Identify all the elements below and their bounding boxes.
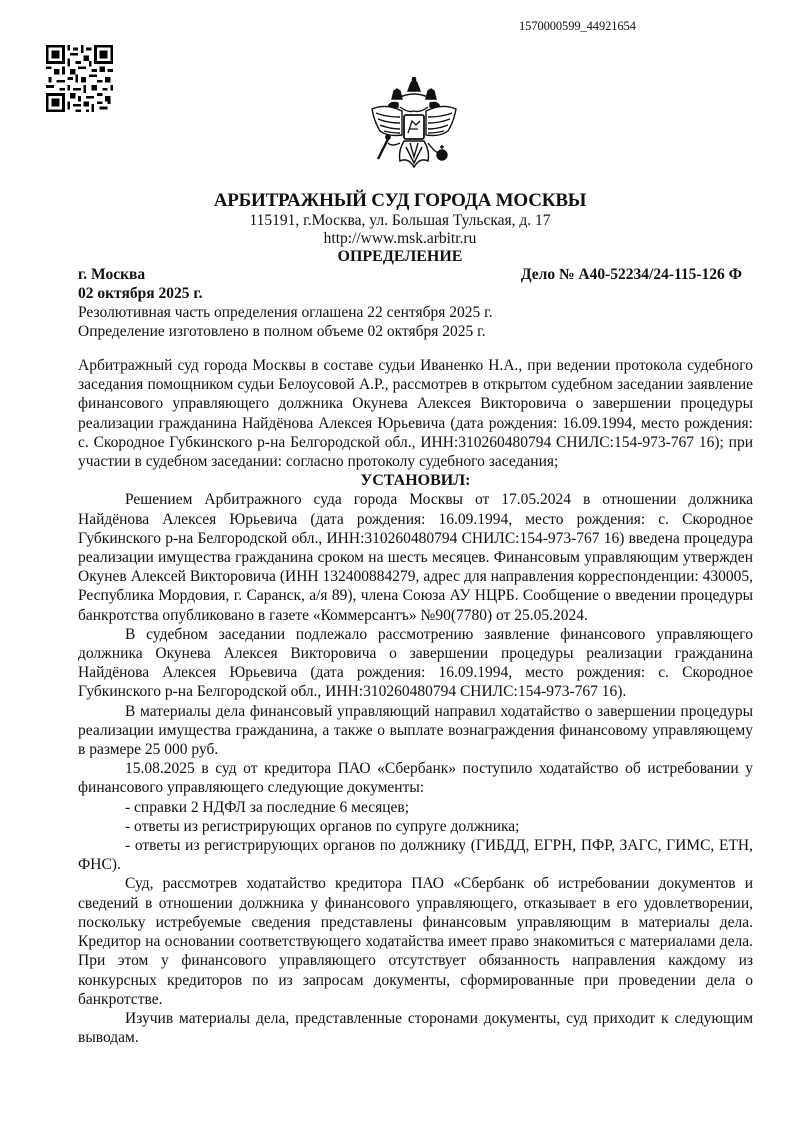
- court-address: 115191, г.Москва, ул. Большая Тульская, д. 17: [249, 212, 551, 229]
- qr-code-icon: [46, 45, 113, 112]
- document-type: ОПРЕДЕЛЕНИЕ: [337, 248, 463, 265]
- section-heading: УСТАНОВИЛ:: [360, 472, 471, 490]
- city-row: [78, 265, 742, 284]
- resolution-announced: Резолютивная часть определения оглашена 22 сентября 2025 г.: [78, 304, 493, 321]
- list-item: - справки 2 НДФЛ за последние 6 месяцев;: [125, 798, 410, 816]
- full-text-prepared: Определение изготовлено в полном объеме 02 октября 2025 г.: [78, 323, 486, 340]
- paragraph-decision: Решением Арбитражного суда города Москвы от 17.05.2024 в отношении должника Найдёнова Алексея Юрьевича (дата рождения: 16.09.1994, место рождения: с. Скородное Губкинского р-на Белгородской обл., ИНН:310260480794 СНИЛС:154-973-767 16) введена процедура реализации имущества гражданина сроком на шесть месяцев. Финансовым управляющим утвержден Окунев Алексей Викторовича (ИНН 132400884279, адрес для направления корреспонденции: 430005, Республика Мордовия, г. Саранск, а/я 89), члена Союза АУ НЦРБ. Сообщение о введении процедуры банкротства опубликовано в газете «Коммерсантъ» №90(7780) от 25.05.2024.: [78, 491, 753, 624]
- city: г. Москва: [78, 266, 146, 283]
- paragraph-court-refusal: Суд, рассмотрев ходатайство кредитора ПАО «Сбербанк об истребовании документов и сведений в отношении должника у финансового управляющего, отказывает в его удовлетворении, поскольку истребуемые сведения представлены финансовым управляющим в материалы дела. Кредитор на основании соответствующего ходатайства имеет право знакомиться с материалами дела. При этом у финансового управляющего отсутствует обязанность направления каждому из конкурсных кредиторов по из запросам документы, сформированные при проведении дела о банкротстве.: [78, 875, 753, 1008]
- intro-paragraph: Арбитражный суд города Москвы в составе судьи Иваненко Н.А., при ведении протокола судебного заседания помощником судьи Белоусовой А.Р., рассмотрев в открытом судебном заседании заявление финансового управляющего должника Окунева Алексея Викторовича о завершении процедуры реализации гражданина Найдёнова Алексея Юрьевича (дата рождения: 16.09.1994, место рождения: с. Скородное Губкинского р-на Белгородской обл., ИНН:310260480794 СНИЛС:154-973-767 16); при участии в судебном заседании: согласно протоколу судебного заседания;: [78, 357, 753, 471]
- paragraph-conclusion: Изучив материалы дела, представленные сторонами документы, суд приходит к следующим выводам.: [78, 1009, 753, 1047]
- paragraph-petition: В материалы дела финансовый управляющий направил ходатайство о завершении процедуры реализации имущества гражданина, а также о выплате вознаграждения финансовому управляющему в размере 25 000 руб.: [78, 702, 753, 759]
- document-date: 02 октября 2025 г.: [78, 285, 203, 302]
- paragraph-sberbank-request: 15.08.2025 в суд от кредитора ПАО «Сбербанк» поступило ходатайство об истребовании у финансового управляющего следующие документы:: [78, 760, 753, 797]
- document-body: [78, 356, 753, 1047]
- court-name: АРБИТРАЖНЫЙ СУД ГОРОДА МОСКВЫ: [213, 190, 587, 211]
- document-id: 1570000599_44921654: [519, 19, 636, 33]
- court-website-link[interactable]: http://www.msk.arbitr.ru: [323, 230, 477, 247]
- list-item: - ответы из регистрирующих органов по супруге должника;: [125, 817, 520, 835]
- paragraph-hearing: В судебном заседании подлежало рассмотрению заявление финансового управляющего должника Окунева Алексея Викторовича о завершении процедуры реализации гражданина Найдёнова Алексея Юрьевича (дата рождения: 16.09.1994, место рождения: с. Скородное Губкинского р-на Белгородской обл., ИНН:310260480794 СНИЛС:154-973-767 16).: [78, 625, 753, 701]
- list-item: - ответы из регистрирующих органов по должнику (ГИБДД, ЕГРН, ПФР, ЗАГС, ГИМС, ЕТН, ФНС).: [78, 837, 753, 874]
- coat-of-arms-icon: [368, 77, 460, 175]
- case-number: Дело № А40-52234/24-115-126 Ф: [520, 266, 742, 283]
